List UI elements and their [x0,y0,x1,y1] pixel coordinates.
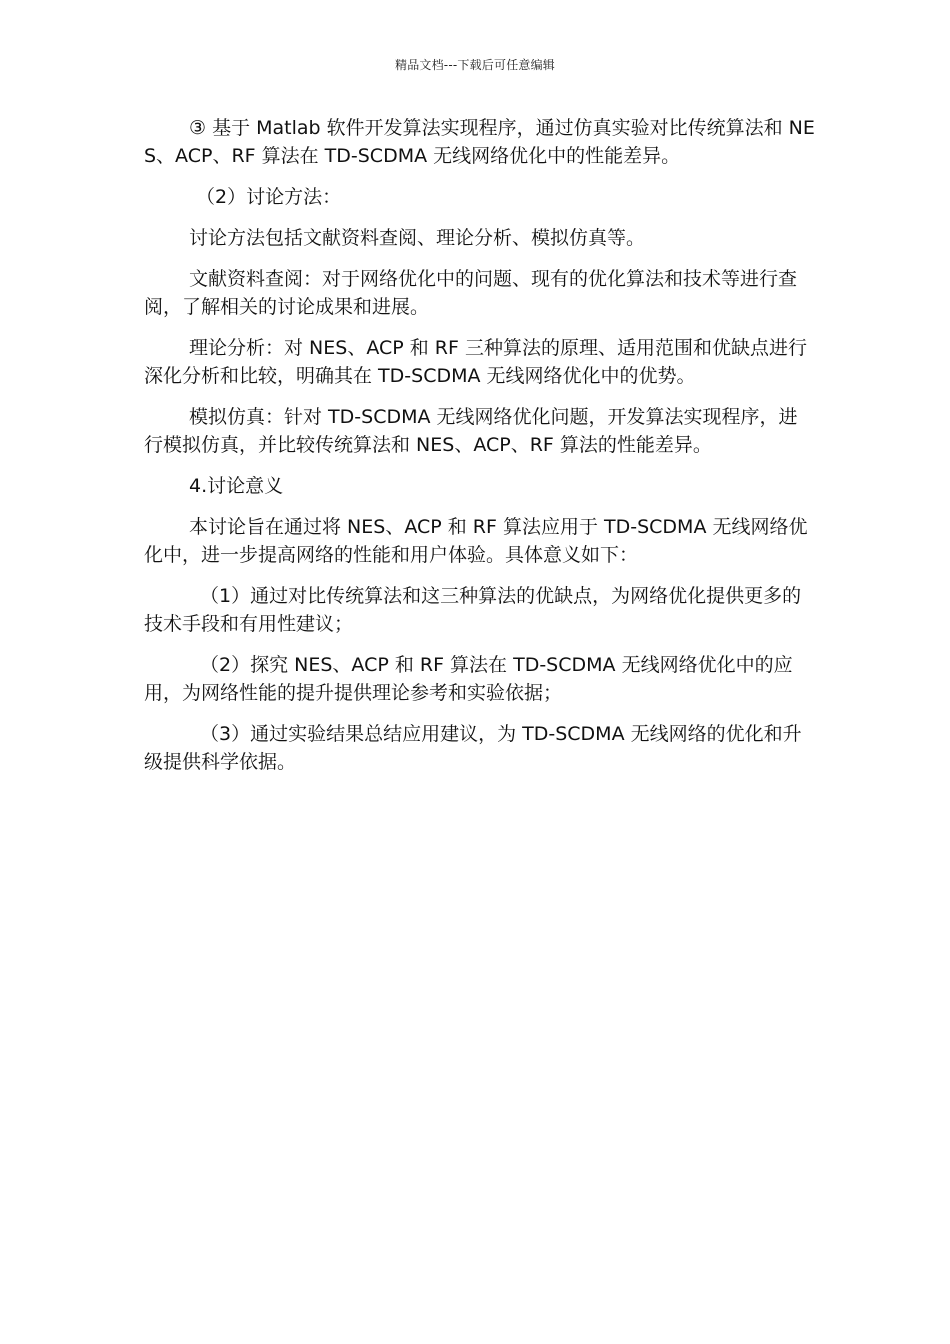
paragraph-significance-2: （2）探究 NES、ACP 和 RF 算法在 TD-SCDMA 无线网络优化中的应用，为网络性能的提升提供理论参考和实验依据； [144,654,793,704]
paragraph-methods-overview: 讨论方法包括文献资料查阅、理论分析、模拟仿真等。 [189,227,646,249]
heading-research-methods: （2）讨论方法： [196,186,342,208]
paragraph-theoretical-analysis: 理论分析：对 NES、ACP 和 RF 三种算法的原理、适用范围和优缺点进行深化分析和比较，明确其在 TD-SCDMA 无线网络优化中的优势。 [144,337,807,387]
paragraph-literature-review: 文献资料查阅：对于网络优化中的问题、现有的优化算法和技术等进行查阅，了解相关的讨论成果和进展。 [144,268,798,318]
paragraph-significance-intro: 本讨论旨在通过将 NES、ACP 和 RF 算法应用于 TD-SCDMA 无线网络优化中，进一步提高网络的性能和用户体验。具体意义如下： [144,516,808,566]
paragraph-significance-3: （3）通过实验结果总结应用建议，为 TD-SCDMA 无线网络的优化和升级提供科学依据。 [144,723,802,773]
document-body [144,114,816,789]
page-header: 精品文档---下载后可任意编辑 [395,58,555,72]
paragraph-simulation: 模拟仿真：针对 TD-SCDMA 无线网络优化问题，开发算法实现程序，进行模拟仿真，并比较传统算法和 NES、ACP、RF 算法的性能差异。 [144,406,798,456]
paragraph-significance-1: （1）通过对比传统算法和这三种算法的优缺点，为网络优化提供更多的技术手段和有用性建议； [144,585,802,635]
heading-research-significance: 4.讨论意义 [189,475,284,497]
paragraph-matlab-simulation: ③ 基于 Matlab 软件开发算法实现程序，通过仿真实验对比传统算法和 NES、ACP、RF 算法在 TD-SCDMA 无线网络优化中的性能差异。 [144,117,815,167]
